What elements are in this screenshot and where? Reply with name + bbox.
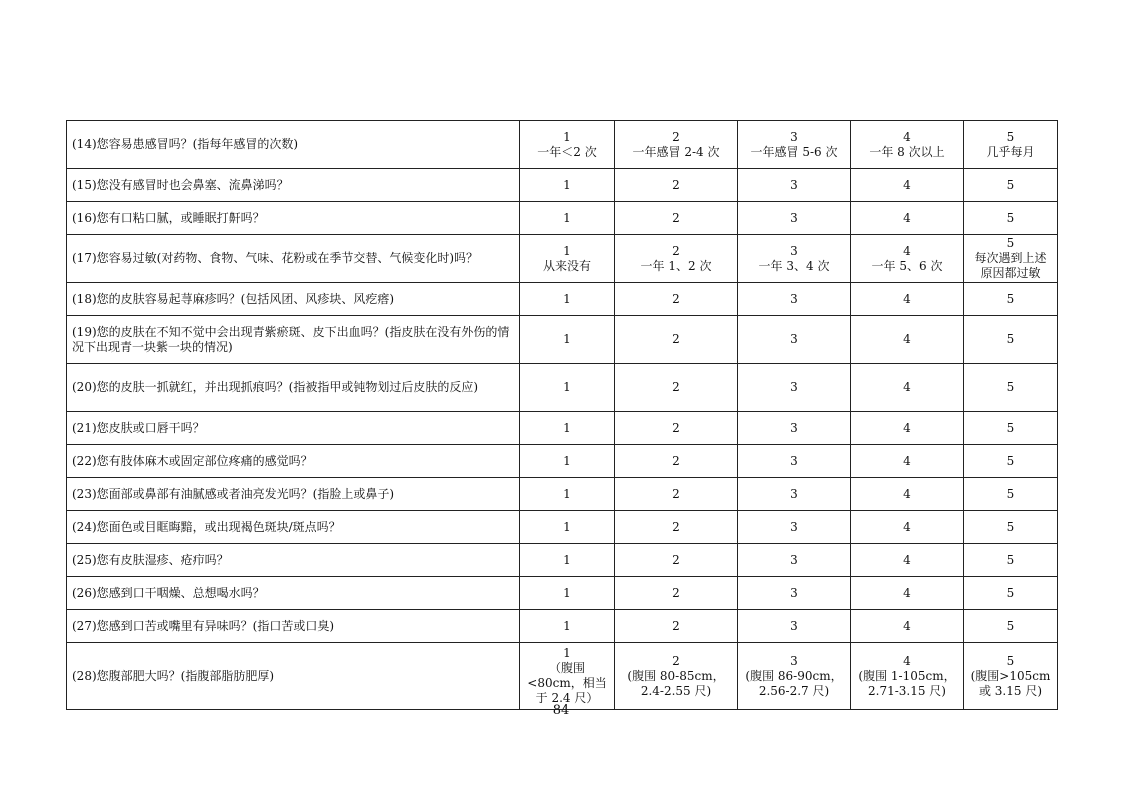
question-text: (19)您的皮肤在不知不觉中会出现青紫瘀斑、皮下出血吗？(指皮肤在没有外伤的情况下出现青一块紫一块的情况) (67, 316, 520, 364)
question-text: (21)您皮肤或口唇干吗？ (67, 412, 520, 445)
answer-option (615, 643, 738, 710)
question-row (67, 283, 1058, 316)
answer-option (964, 610, 1058, 643)
question-text: (24)您面色或目眶晦黯，或出现褐色斑块/斑点吗？ (67, 511, 520, 544)
answer-option (851, 283, 964, 316)
option-score: 2 (672, 177, 680, 192)
answer-option (520, 544, 615, 577)
answer-option (615, 364, 738, 412)
page-number: 84 (552, 703, 570, 718)
question-row (67, 412, 1058, 445)
answer-option (738, 445, 851, 478)
option-description: 原因都过敏 (980, 266, 1041, 280)
answer-option (520, 283, 615, 316)
answer-option (615, 283, 738, 316)
option-score: 3 (790, 653, 798, 668)
option-description: 一年 8 次以上 (869, 144, 945, 159)
answer-option (738, 316, 851, 364)
option-score: 5 (1006, 519, 1015, 534)
question-text: (22)您有肢体麻木或固定部位疼痛的感觉吗？ (67, 445, 520, 478)
answer-option (520, 478, 615, 511)
answer-option (964, 364, 1058, 412)
option-score: 2 (672, 519, 680, 534)
option-score: 5 (1006, 618, 1015, 633)
answer-option (851, 412, 964, 445)
option-score: 4 (903, 552, 911, 567)
question-text: (27)您感到口苦或嘴里有异味吗？(指口苦或口臭) (67, 610, 520, 643)
answer-option (851, 445, 964, 478)
answer-option (964, 235, 1058, 283)
option-description: 2.4-2.55 尺) (640, 683, 712, 698)
option-score: 4 (903, 486, 911, 501)
answer-option (738, 511, 851, 544)
answer-option (851, 643, 964, 710)
answer-option (615, 511, 738, 544)
option-score: 1 (563, 646, 571, 660)
option-score: 2 (672, 486, 680, 501)
option-score: 1 (563, 129, 571, 144)
question-text: (23)您面部或鼻部有油腻感或者油亮发光吗？(指脸上或鼻子) (67, 478, 520, 511)
option-score: 2 (672, 291, 680, 306)
answer-option (520, 610, 615, 643)
option-description: 从来没有 (542, 258, 591, 273)
answer-option (738, 202, 851, 235)
option-score: 5 (1006, 453, 1015, 468)
answer-option (615, 610, 738, 643)
answer-option (520, 643, 615, 710)
option-score: 3 (790, 129, 798, 144)
answer-option (520, 316, 615, 364)
option-score: 1 (563, 291, 571, 306)
answer-option (520, 511, 615, 544)
answer-option (964, 412, 1058, 445)
option-score: 3 (790, 420, 798, 435)
answer-option (964, 283, 1058, 316)
option-score: 4 (903, 332, 911, 346)
option-description: 一年＜2 次 (537, 144, 597, 159)
question-row (67, 235, 1058, 283)
question-row (67, 577, 1058, 610)
option-score: 2 (672, 453, 680, 468)
question-text: (16)您有口粘口腻，或睡眠打鼾吗？ (67, 202, 520, 235)
question-row (67, 202, 1058, 235)
option-score: 4 (903, 653, 911, 668)
answer-option (615, 478, 738, 511)
option-score: 2 (672, 380, 680, 394)
option-score: 4 (903, 210, 911, 225)
answer-option (738, 478, 851, 511)
option-score: 1 (563, 332, 571, 346)
question-row (67, 511, 1058, 544)
option-score: 3 (790, 618, 798, 633)
answer-option (851, 316, 964, 364)
option-score: 2 (672, 129, 680, 144)
question-row (67, 316, 1058, 364)
option-score: 3 (790, 453, 798, 468)
answer-option (738, 121, 851, 169)
option-score: 3 (790, 177, 798, 192)
answer-option (851, 478, 964, 511)
answer-option (964, 121, 1058, 169)
option-score: 1 (563, 486, 571, 501)
answer-option (520, 412, 615, 445)
option-score: 4 (903, 243, 911, 258)
option-score: 4 (903, 453, 911, 468)
option-score: 4 (903, 177, 911, 192)
answer-option (851, 121, 964, 169)
question-text: (18)您的皮肤容易起荨麻疹吗？(包括风团、风疹块、风疙瘩) (67, 283, 520, 316)
option-description: 2.71-3.15 尺) (868, 683, 946, 698)
question-text: (20)您的皮肤一抓就红，并出现抓痕吗？(指被指甲或钝物划过后皮肤的反应) (67, 364, 520, 412)
question-text: (17)您容易过敏(对药物、食物、气味、花粉或在季节交替、气候变化时)吗？ (67, 235, 520, 283)
option-description: (腹围 80-85cm， (627, 668, 725, 683)
answer-option (851, 577, 964, 610)
answer-option (615, 316, 738, 364)
option-score: 4 (903, 129, 911, 144)
question-text: (25)您有皮肤湿疹、疮疖吗？ (67, 544, 520, 577)
option-description: 一年 5、6 次 (871, 258, 943, 273)
answer-option (615, 169, 738, 202)
answer-option (964, 445, 1058, 478)
option-score: 5 (1006, 552, 1015, 567)
answer-option (851, 169, 964, 202)
question-row (67, 121, 1058, 169)
option-score: 4 (903, 585, 911, 600)
option-score: 5 (1006, 236, 1015, 250)
answer-option (615, 577, 738, 610)
option-score: 3 (790, 291, 798, 306)
answer-option (964, 169, 1058, 202)
answer-option (738, 412, 851, 445)
option-score: 2 (672, 332, 680, 346)
option-description: 一年 1、2 次 (640, 258, 712, 273)
option-description: 一年 3、4 次 (758, 258, 830, 273)
answer-option (520, 235, 615, 283)
option-score: 5 (1006, 380, 1015, 394)
option-score: 5 (1006, 210, 1015, 225)
option-score: 4 (903, 420, 911, 435)
question-text: (15)您没有感冒时也会鼻塞、流鼻涕吗？ (67, 169, 520, 202)
answer-option (851, 202, 964, 235)
answer-option (964, 202, 1058, 235)
option-description: (腹围>105cm (970, 668, 1051, 683)
question-text: (14)您容易患感冒吗？(指每年感冒的次数) (67, 121, 520, 169)
option-score: 2 (672, 552, 680, 567)
option-description: 一年感冒 2-4 次 (632, 144, 720, 159)
option-score: 1 (563, 243, 571, 258)
answer-option (615, 445, 738, 478)
answer-option (964, 316, 1058, 364)
option-score: 2 (672, 243, 680, 258)
answer-option (851, 511, 964, 544)
option-score: 3 (790, 332, 798, 346)
answer-option (615, 202, 738, 235)
option-score: 2 (672, 420, 680, 435)
answer-option (738, 544, 851, 577)
option-score: 5 (1006, 177, 1015, 192)
question-row (67, 643, 1058, 710)
answer-option (520, 121, 615, 169)
answer-option (964, 544, 1058, 577)
answer-option (851, 235, 964, 283)
answer-option (615, 412, 738, 445)
answer-option (738, 283, 851, 316)
option-description: (腹围 1-105cm， (858, 668, 956, 683)
option-score: 5 (1006, 291, 1015, 306)
answer-option (738, 610, 851, 643)
answer-option (851, 544, 964, 577)
answer-option (615, 544, 738, 577)
option-description: 2.56-2.7 尺) (758, 683, 830, 698)
option-score: 1 (563, 380, 571, 394)
answer-option (615, 121, 738, 169)
option-description: 或 3.15 尺) (978, 683, 1043, 698)
answer-option (851, 364, 964, 412)
question-text: (26)您感到口干咽燥、总想喝水吗？ (67, 577, 520, 610)
option-description: 每次遇到上述 (974, 251, 1047, 265)
option-score: 3 (790, 243, 798, 258)
option-score: 5 (1006, 129, 1015, 144)
option-score: 4 (903, 380, 911, 394)
answer-option (964, 643, 1058, 710)
question-row (67, 364, 1058, 412)
option-score: 5 (1006, 420, 1015, 435)
answer-option (520, 445, 615, 478)
question-row (67, 610, 1058, 643)
option-score: 1 (563, 420, 571, 435)
option-score: 2 (672, 618, 680, 633)
option-score: 3 (790, 585, 798, 600)
answer-option (738, 169, 851, 202)
option-description: 于 2.4 尺） (535, 691, 599, 705)
option-score: 1 (563, 453, 571, 468)
option-score: 3 (790, 486, 798, 501)
question-row (67, 478, 1058, 511)
option-score: 3 (790, 552, 798, 567)
option-score: 1 (563, 519, 571, 534)
answer-option (964, 478, 1058, 511)
option-score: 5 (1006, 653, 1015, 668)
option-description: （腹围 (548, 661, 585, 675)
questionnaire-table (66, 120, 1058, 710)
option-score: 1 (563, 210, 571, 225)
option-score: 3 (790, 210, 798, 225)
option-score: 3 (790, 519, 798, 534)
option-score: 1 (563, 552, 571, 567)
option-score: 4 (903, 291, 911, 306)
answer-option (520, 169, 615, 202)
option-description: <80cm，相当 (527, 676, 607, 690)
answer-option (738, 235, 851, 283)
option-description: 一年感冒 5-6 次 (750, 144, 838, 159)
option-score: 1 (563, 585, 571, 600)
answer-option (964, 511, 1058, 544)
option-score: 4 (903, 519, 911, 534)
option-score: 2 (672, 653, 680, 668)
answer-option (964, 577, 1058, 610)
option-score: 2 (672, 585, 680, 600)
question-text: (28)您腹部肥大吗？(指腹部脂肪肥厚) (67, 643, 520, 710)
question-row (67, 544, 1058, 577)
answer-option (520, 364, 615, 412)
option-score: 5 (1006, 332, 1015, 346)
answer-option (851, 610, 964, 643)
answer-option (615, 235, 738, 283)
answer-option (738, 577, 851, 610)
question-row (67, 169, 1058, 202)
answer-option (520, 577, 615, 610)
question-row (67, 445, 1058, 478)
option-description: 几乎每月 (986, 144, 1035, 159)
questionnaire-body (67, 121, 1058, 710)
option-score: 5 (1006, 585, 1015, 600)
option-score: 1 (563, 618, 571, 633)
answer-option (520, 202, 615, 235)
option-score: 2 (672, 210, 680, 225)
option-score: 5 (1006, 486, 1015, 501)
answer-option (738, 643, 851, 710)
option-description: (腹围 86-90cm， (745, 668, 843, 683)
option-score: 4 (903, 618, 911, 633)
answer-option (738, 364, 851, 412)
option-score: 1 (563, 177, 571, 192)
option-score: 3 (790, 380, 798, 394)
